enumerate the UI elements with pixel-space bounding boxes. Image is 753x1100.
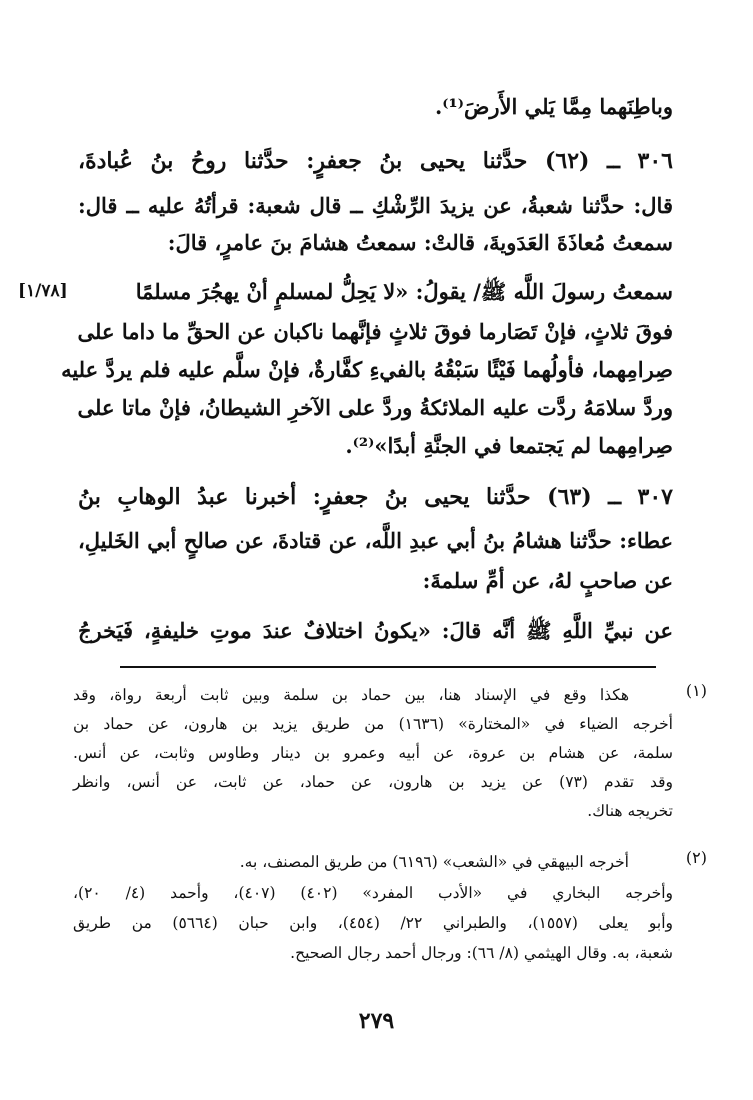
footnote-line: وأخرجه البخاري في «الأدب المفرد» (٤٠٢) (٤٠٧)، وأحمد (٤/ ٢٠)، bbox=[73, 884, 673, 902]
text-line: عن نبيِّ اللَّهِ ﷺ أنَّه قالَ: «يكونُ اختلافٌ عندَ موتِ خليفةٍ، فَيَخرجُ bbox=[78, 618, 673, 643]
footnote-line: أخرجه البيهقي في «الشعب» (٦١٩٦) من طريق المصنف، به. bbox=[239, 853, 629, 871]
hadith-306-header: ٣٠٦ ــ (٦٢) حدَّثنا يحيى بنُ جعفرٍ: حدَّثنا روحُ بنُ عُبادةَ، bbox=[78, 148, 673, 174]
footnote-line: وأبو يعلى (١٥٥٧)، والطبراني ٢٢/ (٤٥٤)، وابن حبان (٥٦٦٤) من طريق bbox=[73, 914, 673, 932]
footnote-number: (١) bbox=[685, 681, 707, 700]
footnote-line: أخرجه الضياء في «المختارة» (١٦٣٦) من طريق يزيد بن هارون، عن حماد بن bbox=[73, 715, 673, 733]
footnote-number: (٢) bbox=[685, 848, 707, 867]
text-line: صِرامِهما، فأولُهما فَيْئًا سَبْقُهُ بالفيءِ كفَّارةٌ، فإنْ سلَّم عليه فلم يردَّ عليه bbox=[61, 357, 673, 382]
footnote-separator bbox=[120, 666, 656, 668]
text-line: قال: حدَّثنا شعبةُ، عن يزيدَ الرِّشْكِ ــ قال شعبة: قرأتُهُ عليه ــ قال: bbox=[78, 193, 673, 218]
text-line: عن صاحبٍ لهُ، عن أمِّ سلمةَ: bbox=[422, 568, 673, 593]
footnote-line: شعبة، به. وقال الهيثمي (٨/ ٦٦): ورجال أحمد رجال الصحيح. bbox=[290, 944, 673, 962]
text-line: وردَّ سلامَهُ ردَّت عليه الملائكةُ وردَّ على الآخرِ الشيطانُ، فإنْ ماتا على bbox=[77, 395, 673, 420]
text-line: سمعتُ مُعاذَةَ العَدَويةَ، قالتْ: سمعتُ هشامَ بنَ عامرٍ، قالَ: bbox=[167, 230, 673, 255]
text-line: سمعتُ رسولَ اللَّه ﷺ/ يقولُ: «لا يَحِلُّ لمسلمٍ أنْ يهجُرَ مسلمًا bbox=[135, 279, 673, 304]
page-number: ٢٧٩ bbox=[358, 1008, 395, 1034]
footnote-line: تخريجه هناك. bbox=[587, 802, 673, 820]
text-line: فوقَ ثلاثٍ، فإنْ تَصَارما فوقَ ثلاثٍ فإنَّهما ناكبان عن الحقِّ ما داما على bbox=[77, 319, 673, 344]
text-line: عطاء: حدَّثنا هشامُ بنُ أبي عبدِ اللَّه، عن قتادةَ، عن صالحٍ أبي الخَليلِ، bbox=[78, 528, 673, 553]
footnote-line: هكذا وقع في الإسناد هنا، بين حماد بن سلمة وبين ثابت أربعة رواة، وقد bbox=[73, 686, 629, 704]
text-line: وباطِنَهما مِمَّا يَلي الأَرضَ⁽¹⁾. bbox=[434, 94, 673, 119]
footnote-line: وقد تقدم (٧٣) عن يزيد بن هارون، عن حماد، عن ثابت، عن أنس، وانظر bbox=[73, 773, 673, 791]
volume-page-marker: [١/٧٨] bbox=[18, 281, 68, 301]
hadith-307-header: ٣٠٧ ــ (٦٣) حدَّثنا يحيى بنُ جعفرٍ: أخبرنا عبدُ الوهابِ بنُ bbox=[78, 484, 673, 510]
text-line: صِرامِهما لم يَجتمعا في الجنَّةِ أبدًا»⁽²⁾. bbox=[345, 433, 673, 458]
footnote-line: سلمة، عن هشام بن عروة، عن أبيه وعمرو بن دينار وطاوس وثابت، عن أنس. bbox=[73, 744, 673, 762]
